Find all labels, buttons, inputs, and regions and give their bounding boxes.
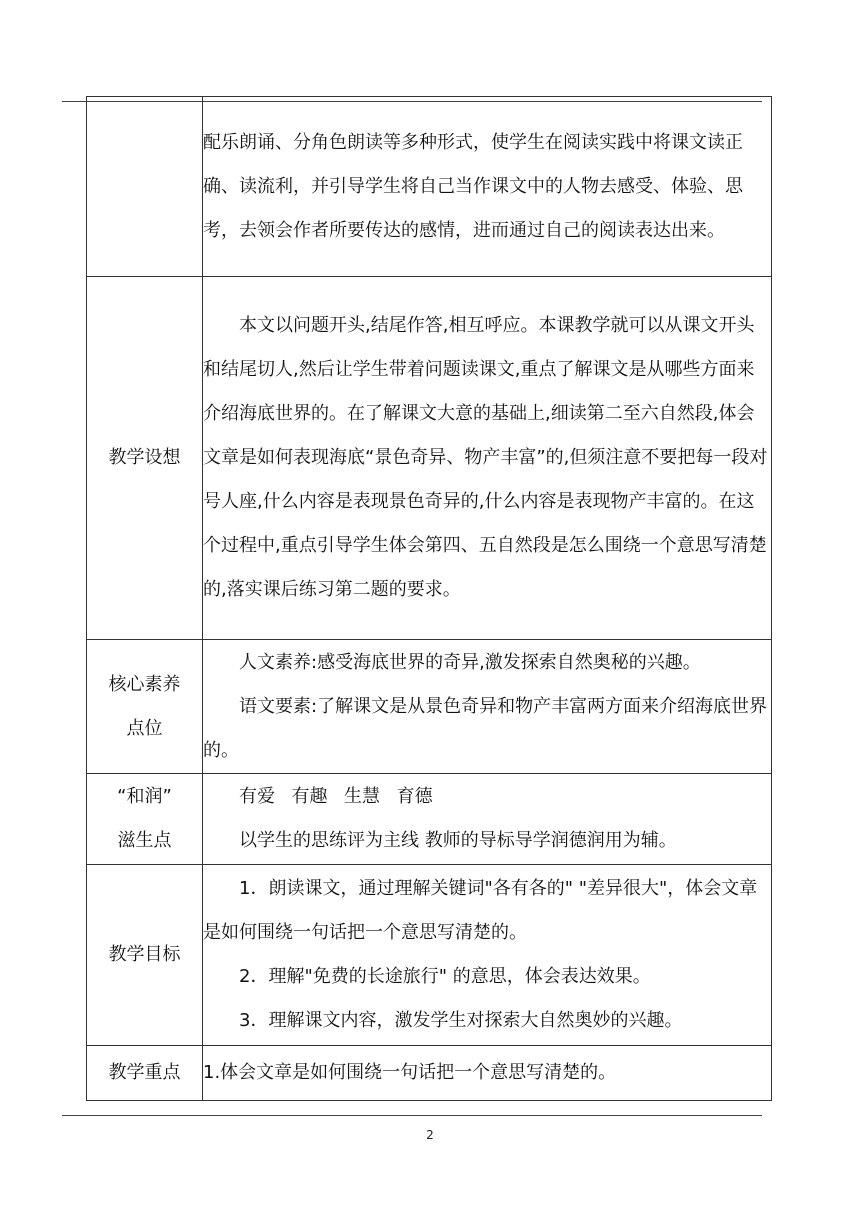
teaching-concept-paragraph: 本文以问题开头,结尾作答,相互呼应。本课教学就可以从课文开头和结尾切人,然后让学生带着问题读课文,重点了解课文是从哪些方面来介绍海底世界的。在了解课文大意的基础上,细读第二至六自然段,体会文章是如何表现海底“景色奇异、物产丰富”的,但须注意不要把每一段对号人座,什么内容是表现景色奇异的,什么内容是表现物产丰富的。在这个过程中,重点引导学生体会第四、五自然段是怎么围绕一个意思写清楚的,落实课后练习第二题的要求。 bbox=[203, 315, 768, 600]
row-content bbox=[203, 97, 772, 277]
goal-item: 3．理解课文内容，激发学生对探索大自然奥妙的兴趣。 bbox=[239, 1010, 683, 1031]
herun-method-paragraph: 以学生的思练评为主线 教师的导标导学润德润用为辅。 bbox=[239, 830, 677, 851]
row-label-line: 滋生点 bbox=[117, 830, 172, 851]
table-row-teaching-concept bbox=[87, 277, 772, 640]
row-content bbox=[203, 640, 772, 774]
row-label-teaching-concept: 教学设想 bbox=[87, 277, 203, 640]
table-row-teaching-focus bbox=[87, 1046, 772, 1101]
row-content bbox=[203, 865, 772, 1046]
row-label-line: 核心素养 bbox=[108, 673, 181, 695]
lesson-plan-table bbox=[86, 96, 772, 1101]
row-label-empty bbox=[87, 97, 203, 277]
goal-item: 1．朗读课文，通过理解关键词"各有各的" "差异很大"，体会文章是如何围绕一句话把一个意思写清楚的。 bbox=[203, 878, 758, 943]
table-row-core-literacy bbox=[87, 640, 772, 774]
footer-rule bbox=[62, 1115, 762, 1116]
row-content bbox=[203, 774, 772, 865]
humanistic-literacy-paragraph: 人文素养:感受海底世界的奇异,激发探索自然奥秘的兴趣。 bbox=[239, 651, 701, 673]
row-label-core-literacy bbox=[87, 640, 203, 774]
page-number: 2 bbox=[426, 1128, 434, 1142]
row-content bbox=[203, 1046, 772, 1101]
table-row-teaching-goals bbox=[87, 865, 772, 1046]
row-label-teaching-focus: 教学重点 bbox=[87, 1046, 203, 1101]
row-label-herun-point bbox=[87, 774, 203, 865]
row-label-teaching-goals: 教学目标 bbox=[87, 865, 203, 1046]
herun-keywords-paragraph: 有爱 有趣 生慧 育德 bbox=[239, 786, 433, 807]
language-element-paragraph: 语文要素:了解课文是从景色奇异和物产丰富两方面来介绍海底世界的。 bbox=[203, 695, 768, 761]
row-label-line: 点位 bbox=[126, 717, 163, 739]
focus-item: 1.体会文章是如何围绕一句话把一个意思写清楚的。 bbox=[203, 1062, 617, 1083]
row-label-line: “和润” bbox=[117, 786, 172, 807]
row-content bbox=[203, 277, 772, 640]
table-row-reading-methods bbox=[87, 97, 772, 277]
goal-item: 2．理解"免费的长途旅行" 的意思，体会表达效果。 bbox=[239, 966, 651, 987]
table-row-herun-point bbox=[87, 774, 772, 865]
reading-methods-paragraph: 配乐朗诵、分角色朗读等多种形式，使学生在阅读实践中将课文读正确、读流利，并引导学生将自己当作课文中的人物去感受、体验、思考，去领会作者所要传达的感情，进而通过自己的阅读表达出来。 bbox=[203, 131, 743, 241]
